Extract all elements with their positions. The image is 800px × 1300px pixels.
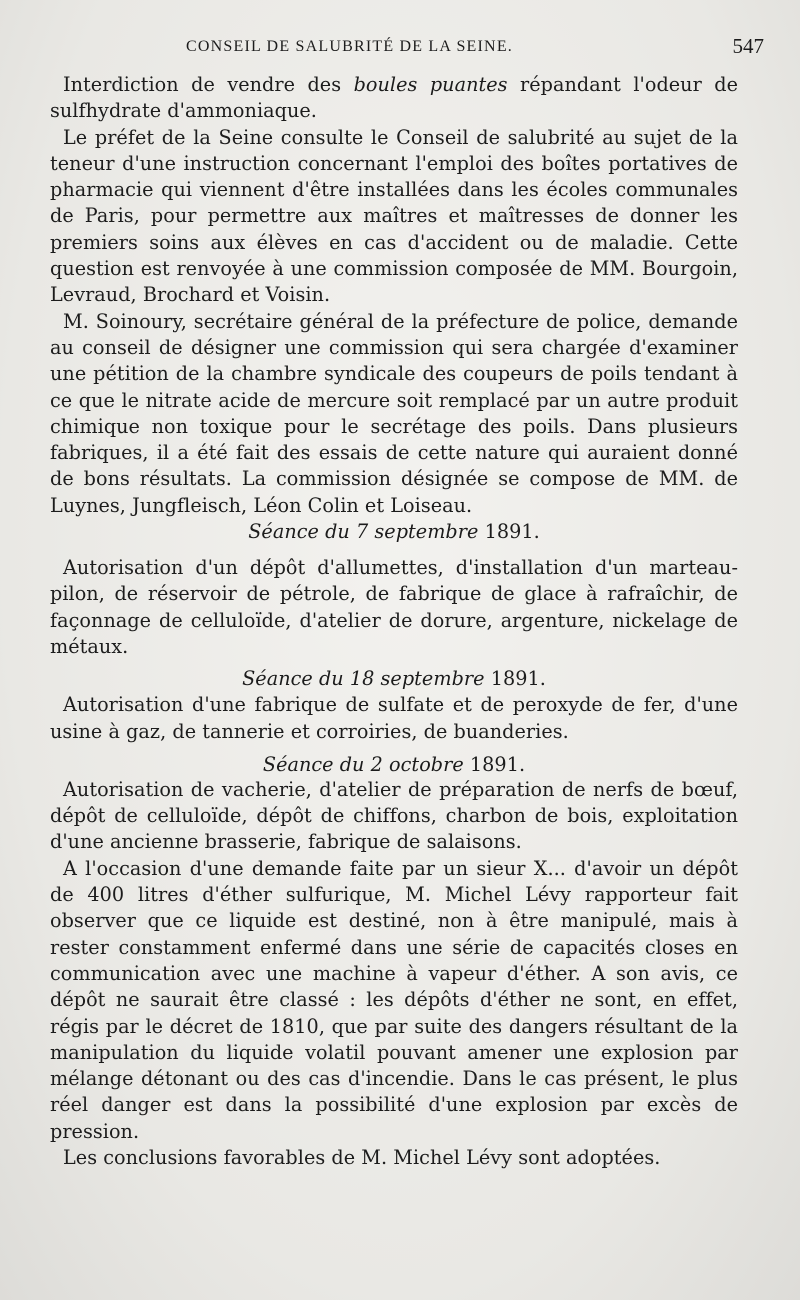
running-title: CONSEIL DE SALUBRITÉ DE LA SEINE. (186, 38, 513, 55)
running-header (186, 28, 764, 72)
paragraph-session-1: Autorisation d'un dépôt d'allumettes, d'installation d'un marteau-pilon, de réservoir de pétrole, de fabrique de glace à rafraîchir, de façonnage de celluloïde, d'atelier de dorure, argenture, nickelage de métaux. (50, 556, 738, 658)
paragraph-pharmacie: Le préfet de la Seine consulte le Conseil de salubrité au sujet de la teneur d'une instruction concernant l'emploi des boîtes portatives de pharmacie qui viennent d'être installées dans les écoles communales de Paris, pour permettre aux maîtres et maîtresses de donner les premiers soins aux élèves en cas d'accident ou de maladie. Cette question est renvoyée à une commission composée de MM. Bourgoin, Levraud, Brochard et Voisin. (50, 125, 738, 307)
session-year: 1891. (490, 667, 546, 691)
page-number: 547 (732, 34, 764, 58)
session-label: Séance du (242, 667, 344, 691)
paragraph-soinoury: M. Soinoury, secrétaire général de la préfecture de police, demande au conseil de désigner une commission qui sera chargée d'examiner une pétition de la chambre syndicale des coupeurs de poils tendant à ce que le nitrate acide de mercure soit remplacé par un autre produit chimique non toxique pour le secrétage des poils. Dans plusieurs fabriques, il a été fait des essais de cette nature qui auraient donné de bons résultats. La commission désignée se compose de MM. de Luynes, Jungfleisch, Léon Colin et Loiseau. (50, 309, 738, 517)
paragraph-session-3c: Les conclusions favorables de M. Michel Lévy sont adoptées. (63, 1145, 661, 1169)
paragraph-boules-puantes (50, 72, 738, 125)
session-heading (50, 519, 738, 555)
session-label: Séance du (262, 752, 365, 776)
paragraph-session-3b: A l'occasion d'une demande faite par un sieur X... d'avoir un dépôt de 400 litres d'éther sulfurique, M. Michel Lévy rapporteur fait observer que ce liquide est destiné, non à être manipulé, mais à rester constamment enfermé dans une série de capacités closes en communication avec une machine à vapeur d'éther. A son avis, ce dépôt ne saurait être classé : les dépôts d'éther ne sont, en effet, régis par le décret de 1810, que par suite des dangers résultant de la manipulation du liquide volatil pouvant amener une explosion par mélange détonant ou des cas d'incendie. Dans le cas présent, le plus réel danger est dans la possibilité d'une explosion par excès de pression. (50, 856, 738, 1143)
session-date: 7 septembre (355, 520, 479, 544)
italic-term: boules puantes (353, 73, 508, 96)
body-text (50, 72, 738, 1171)
session-date: 2 octobre (370, 752, 464, 776)
paragraph-text: répandant l'odeur de sulfhydrate d'ammoniaque. (50, 73, 739, 123)
paragraph-text: Interdiction de vendre des (63, 73, 354, 96)
paragraph-session-3a: Autorisation de vacherie, d'atelier de préparation de nerfs de bœuf, dépôt de celluloïde, dépôt de chiffons, charbon de bois, exploitation d'une ancienne brasserie, fabrique de salaisons. (50, 777, 738, 854)
session-year: 1891. (469, 752, 526, 776)
session-year: 1891. (484, 520, 540, 544)
session-heading (50, 650, 738, 692)
paragraph-session-2: Autorisation d'une fabrique de sulfate et de peroxyde de fer, d'une usine à gaz, de tannerie et corroiries, de buanderies. (50, 693, 738, 743)
session-date: 18 septembre (349, 667, 485, 691)
session-label: Séance du (248, 520, 350, 544)
